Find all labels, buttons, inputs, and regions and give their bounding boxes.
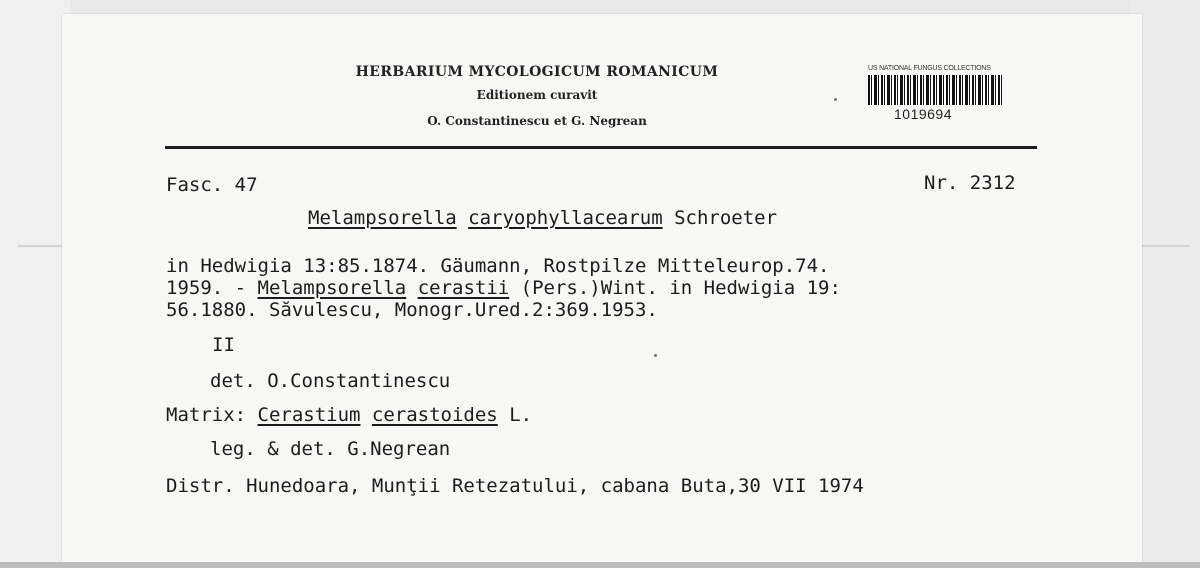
barcode-icon bbox=[868, 75, 1002, 105]
paper-speck bbox=[834, 98, 837, 101]
paper-speck bbox=[654, 354, 657, 357]
herbarium-subtitle: Editionem curavit bbox=[476, 88, 598, 102]
barcode-number: 1019694 bbox=[894, 106, 953, 122]
locality-line: Distr. Hunedoara, Munţii Retezatului, cabana Buta,30 VII 1974 bbox=[166, 475, 864, 497]
herbarium-title: HERBARIUM MYCOLOGICUM ROMANICUM bbox=[355, 64, 719, 80]
host-genus: Cerastium bbox=[257, 404, 361, 426]
host-author: L. bbox=[497, 404, 533, 426]
matrix-label: Matrix: bbox=[166, 404, 258, 426]
collector-line: leg. & det. G.Negrean bbox=[210, 438, 451, 460]
citation-line-3: 56.1880. Săvulescu, Monogr.Ured.2:369.1953. bbox=[166, 299, 658, 321]
citation-line-2 bbox=[166, 277, 841, 299]
herbarium-editors: O. Constantinescu et G. Negrean bbox=[427, 114, 647, 128]
barcode-caption: US NATIONAL FUNGUS COLLECTIONS bbox=[868, 65, 991, 72]
citation-suffix: (Pers.)Wint. in Hedwigia 19: bbox=[509, 277, 841, 299]
barcode-block bbox=[868, 65, 1018, 122]
specimen-number: Nr. 2312 bbox=[924, 172, 1016, 194]
spore-stage: II bbox=[212, 334, 235, 356]
citation-prefix: 1959. - bbox=[166, 277, 258, 299]
synonym-genus: Melampsorella bbox=[257, 277, 407, 299]
determiner-line: det. O.Constantinescu bbox=[210, 370, 451, 392]
species-author: Schroeter bbox=[674, 207, 778, 229]
header-divider bbox=[165, 146, 1037, 149]
species-name bbox=[308, 207, 777, 229]
species-genus: Melampsorella bbox=[308, 207, 457, 229]
background-left bbox=[0, 0, 70, 568]
citation-line-1: in Hedwigia 13:85.1874. Gäumann, Rostpilze Mitteleurop.74. bbox=[166, 255, 830, 277]
host-epithet: cerastoides bbox=[371, 404, 498, 426]
matrix-line bbox=[166, 404, 532, 426]
fascicle-label: Fasc. 47 bbox=[166, 174, 258, 196]
synonym-epithet: cerastii bbox=[417, 277, 510, 299]
herbarium-label bbox=[62, 14, 1142, 562]
background-bottom-strip bbox=[0, 562, 1200, 568]
species-epithet: caryophyllacearum bbox=[468, 207, 663, 229]
